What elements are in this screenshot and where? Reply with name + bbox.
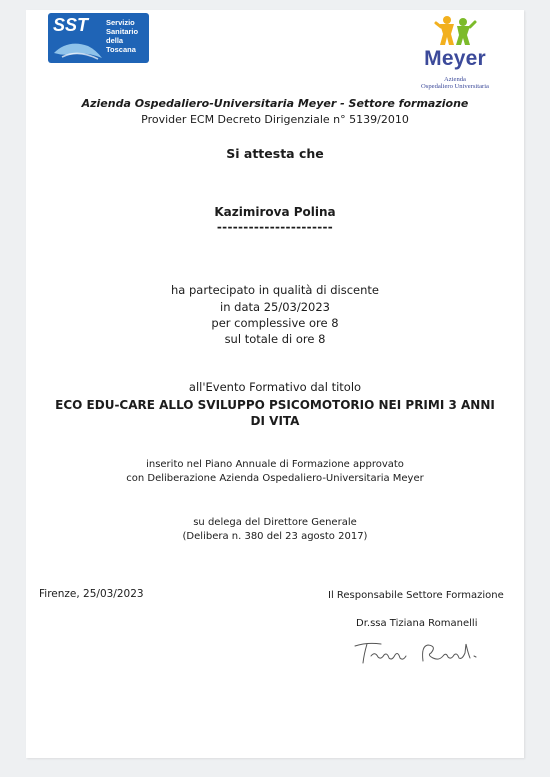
delegation-line: su delega del Direttore Generale: [193, 517, 357, 528]
plan-line: con Deliberazione Azienda Ospedaliero-Universitaria Meyer: [126, 473, 424, 484]
meyer-subtitle: [410, 76, 500, 90]
sst-name: [106, 18, 138, 54]
participation-line: sul totale di ore 8: [224, 332, 326, 346]
participant-name: Kazimirova Polina: [214, 205, 336, 219]
meyer-logo: [410, 15, 500, 97]
meyer-children-icon: [410, 15, 500, 47]
place-date: Firenze, 25/03/2023: [39, 588, 144, 600]
participation-line: ha partecipato in qualità di discente: [171, 283, 379, 297]
certificate-page: [26, 10, 524, 758]
attesta-heading: Si attesta che: [226, 146, 324, 161]
name-underline: ----------------------: [216, 220, 334, 234]
sst-line: Servizio: [106, 18, 135, 27]
event-intro: all'Evento Formativo dal titolo: [188, 380, 362, 394]
meyer-subtitle-line: Ospedaliero Universitaria: [421, 83, 489, 90]
delegation-line: (Delibera n. 380 del 23 agosto 2017): [182, 531, 368, 542]
participation-line: in data 25/03/2023: [220, 300, 330, 314]
signer-name: Dr.ssa Tiziana Romanelli: [356, 618, 478, 629]
sst-acronym: SST: [53, 15, 89, 35]
sst-line: della: [106, 36, 124, 45]
provider-line: Provider ECM Decreto Dirigenziale n° 5139/2010: [141, 113, 409, 126]
sst-line: Sanitario: [106, 27, 139, 36]
sst-logo: [48, 13, 149, 63]
sst-line: Toscana: [106, 45, 136, 54]
meyer-wordmark: Meyer: [424, 47, 486, 70]
meyer-subtitle-line: Azienda: [444, 76, 466, 83]
event-title: ECO EDU-CARE ALLO SVILUPPO PSICOMOTORIO NEI PRIMI 3 ANNI DI VITA: [55, 398, 495, 428]
participation-line: per complessive ore 8: [211, 316, 339, 330]
organization-heading: Azienda Ospedaliero-Universitaria Meyer - Settore formazione: [81, 97, 469, 110]
plan-line: inserito nel Piano Annuale di Formazione approvato: [146, 459, 404, 470]
responsible-role: Il Responsabile Settore Formazione: [328, 590, 504, 601]
handwritten-signature: [351, 636, 481, 668]
